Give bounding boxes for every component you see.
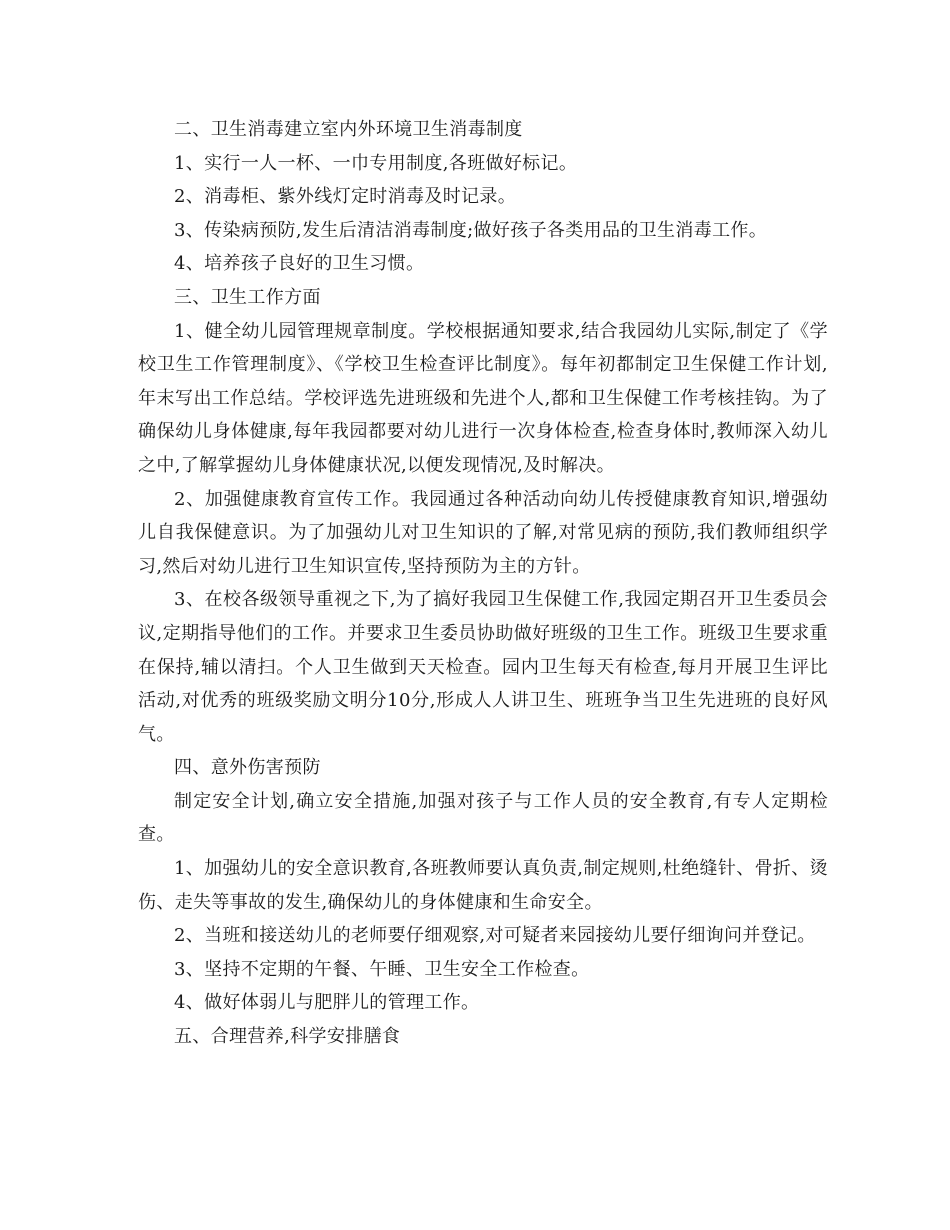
heading-disinfection: 二、卫生消毒建立室内外环境卫生消毒制度: [174, 119, 523, 140]
heading-hygiene-work: 三、卫生工作方面: [174, 286, 321, 308]
paragraph-hygiene-2: 2、加强健康教育宣传工作。我园通过各种活动向幼儿传授健康教育知识,增强幼儿自我保健意识。为了加强幼儿对卫生知识的了解,对常见病的预防,我们教师组织学习,然后对幼儿进行卫生知识宣传,坚持预防为主的方针。: [138, 488, 828, 577]
paragraph-safety-1: 1、加强幼儿的安全意识教育,各班教师要认真负责,制定规则,杜绝缝针、骨折、烫伤、走失等事故的发生,确保幼儿的身体健康和生命安全。: [138, 858, 828, 913]
paragraph-disinfection-3: 3、传染病预防,发生后清洁消毒制度;做好孩子各类用品的卫生消毒工作。: [174, 219, 768, 241]
paragraph-hygiene-1: 1、健全幼儿园管理规章制度。学校根据通知要求,结合我园幼儿实际,制定了《学校卫生工作管理制度》、《学校卫生检查评比制度》。每年初都制定卫生保健工作计划,年末写出工作总结。学校评选先进班级和先进个人,都和卫生保健工作考核挂钩。为了确保幼儿身体健康,每年我园都要对幼儿进行一次身体检查,检查身体时,教师深入幼儿之中,了解掌握幼儿身体健康状况,以便发现情况,及时解决。: [138, 320, 828, 476]
paragraph-safety-4: 4、做好体弱儿与肥胖儿的管理工作。: [174, 992, 480, 1014]
paragraph-disinfection-1: 1、实行一人一杯、一巾专用制度,各班做好标记。: [174, 152, 578, 174]
paragraph-safety-intro: 制定安全计划,确立安全措施,加强对孩子与工作人员的安全教育,有专人定期检查。: [138, 790, 828, 846]
paragraph-hygiene-3: 3、在校各级领导重视之下,为了搞好我园卫生保健工作,我园定期召开卫生委员会议,定期指导他们的工作。并要求卫生委员协助做好班级的卫生工作。班级卫生要求重在保持,辅以清扫。个人卫生做到天天检查。园内卫生每天有检查,每月开展卫生评比活动,对优秀的班级奖励文明分10分,形成人人讲卫生、班班争当卫生先进班的良好风气。: [138, 589, 828, 745]
heading-accident-prevention: 四、意外伤害预防: [174, 757, 321, 779]
heading-nutrition: 五、合理营养,科学安排膳食: [174, 1026, 401, 1048]
paragraph-disinfection-4: 4、培养孩子良好的卫生习惯。: [174, 253, 425, 275]
paragraph-disinfection-2: 2、消毒柜、紫外线灯定时消毒及时记录。: [174, 186, 517, 208]
paragraph-safety-3: 3、坚持不定期的午餐、午睡、卫生安全工作检查。: [174, 958, 590, 980]
paragraph-safety-2: 2、当班和接送幼儿的老师要仔细观察,对可疑者来园接幼儿要仔细询问并登记。: [174, 925, 816, 947]
document-body: [138, 113, 828, 1054]
